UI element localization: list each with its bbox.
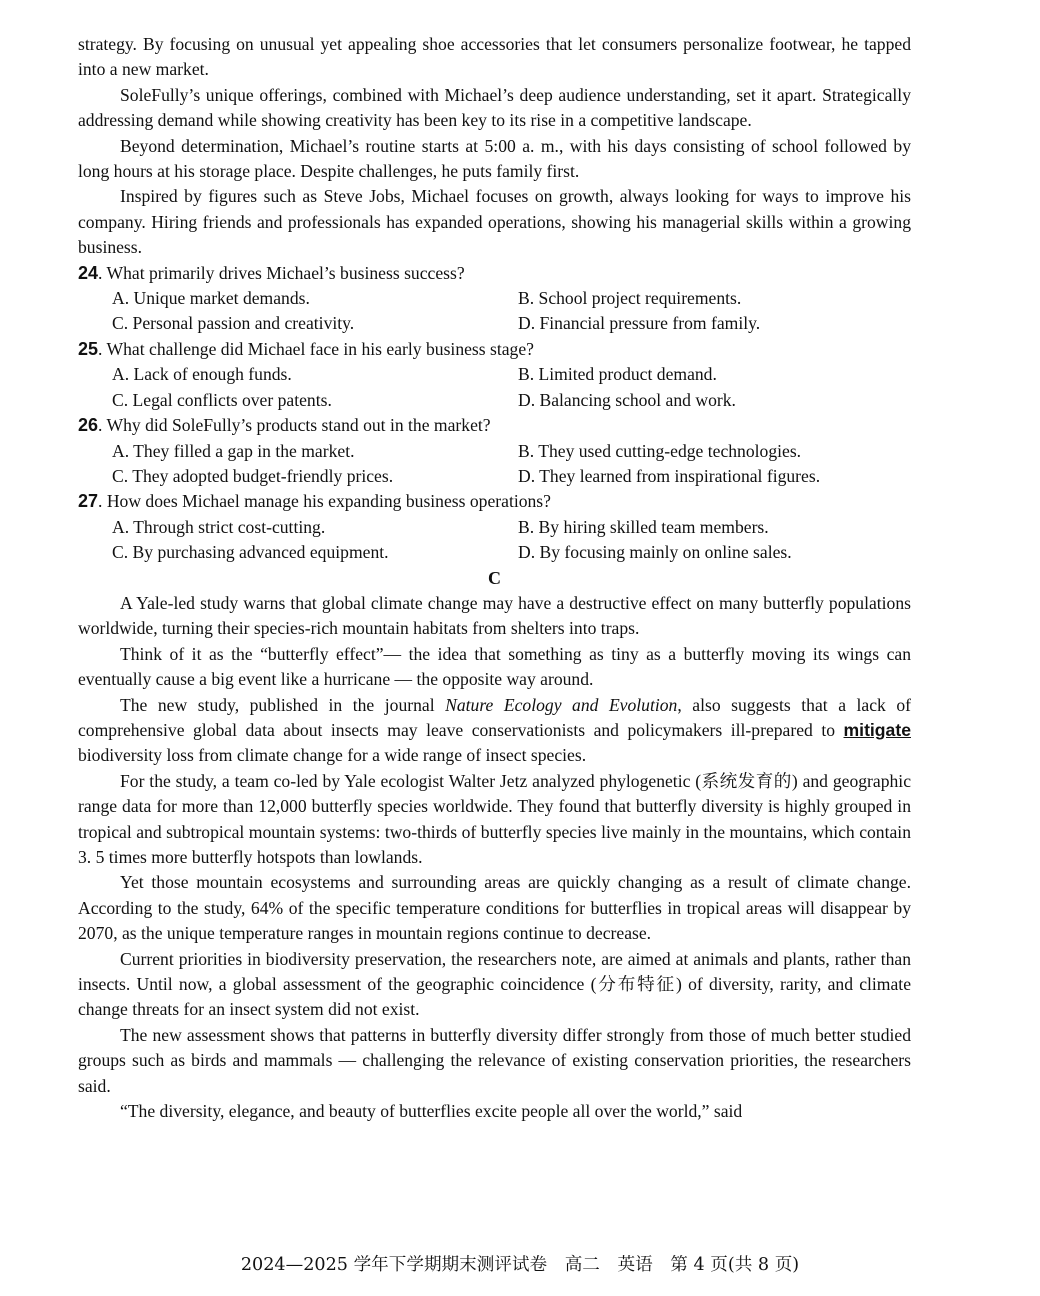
paragraph: “The diversity, elegance, and beauty of butterflies excite people all over the world,” said — [120, 1101, 743, 1122]
text-run: The new study, published in the journal — [120, 694, 446, 715]
paragraph: strategy. By focusing on unusual yet appealing shoe accessories that let consumers personalize footwear, he tapped into a new market. — [78, 34, 911, 80]
option-d: D. They learned from inspirational figures. — [518, 465, 821, 486]
question-stem: . Why did SoleFully’s products stand out in the market? — [98, 415, 491, 436]
paragraph: The new assessment shows that patterns in butterfly diversity differ strongly from those of much better studied groups such as birds and mammals — challenging the relevance of existing conservation priorities, the researchers said. — [78, 1024, 911, 1096]
paragraph: Current priorities in biodiversity preservation, the researchers note, are aimed at animals and plants, rather than insects. Until now, a global assessment of the geographic coincidence (分布特征) of diversity, rarity, and climate change threats for an insect system did not exist. — [78, 948, 911, 1020]
option-d: D. By focusing mainly on online sales. — [518, 542, 792, 563]
option-b: B. By hiring skilled team members. — [518, 516, 769, 537]
text-run: , also suggests that a lack of comprehensive global data about insects may leave conservationists and policymakers ill-prepared to — [78, 694, 911, 740]
options — [112, 515, 911, 566]
question-stem: . How does Michael manage his expanding business operations? — [98, 491, 551, 512]
option-c: C. They adopted budget-friendly prices. — [112, 465, 394, 486]
option-a: A. They filled a gap in the market. — [112, 440, 355, 461]
paragraph: Beyond determination, Michael’s routine starts at 5:00 a. m., with his days consisting of school followed by long hours at his storage place. Despite challenges, he puts family first. — [78, 135, 911, 182]
paragraph: Think of it as the “butterfly effect”— the idea that something as tiny as a butterfly moving its wings can eventually cause a big event like a hurricane — the opposite way around. — [78, 643, 911, 690]
option-c: C. Legal conflicts over patents. — [112, 389, 332, 410]
page-number: 第 4 页(共 8 页) — [670, 1255, 800, 1275]
option-a: A. Through strict cost-cutting. — [112, 516, 326, 537]
paragraph — [78, 693, 911, 769]
keyword: mitigate — [843, 719, 911, 740]
paragraph: Yet those mountain ecosystems and surrounding areas are quickly changing as a result of climate change. According to the study, 64% of the specific temperature conditions for butterflies in tropical areas will disappear by 2070, as the unique temperature ranges in mountain regions continue to decrease. — [78, 872, 911, 944]
option-d: D. Financial pressure from family. — [518, 313, 761, 334]
question-26 — [78, 413, 911, 489]
question-number: 27 — [78, 491, 99, 512]
option-a: A. Lack of enough funds. — [112, 364, 292, 385]
exam-title: 2024—2025 学年下学期期末测评试卷 — [240, 1255, 548, 1275]
page-footer — [0, 1251, 1040, 1276]
option-c: C. Personal passion and creativity. — [112, 313, 355, 334]
question-27 — [78, 489, 911, 565]
question-24 — [78, 261, 911, 337]
question-number: 25 — [78, 338, 99, 359]
paragraph: Inspired by figures such as Steve Jobs, Michael focuses on growth, always looking for ways to improve his company. Hiring friends and professionals has expanded operations, showing his managerial skills within a growing business. — [78, 186, 911, 258]
options — [112, 439, 911, 490]
question-stem: . What challenge did Michael face in his early business stage? — [98, 338, 534, 359]
option-b: B. School project requirements. — [518, 288, 742, 309]
option-b: B. Limited product demand. — [518, 364, 717, 385]
question-stem: . What primarily drives Michael’s business success? — [98, 262, 465, 283]
option-a: A. Unique market demands. — [112, 288, 310, 309]
option-d: D. Balancing school and work. — [518, 389, 736, 410]
options — [112, 362, 911, 413]
options — [112, 286, 911, 337]
exam-page — [78, 32, 911, 1124]
question-number: 26 — [78, 415, 99, 436]
section-heading: C — [488, 567, 501, 588]
paragraph: SoleFully’s unique offerings, combined with Michael’s deep audience understanding, set it apart. Strategically addressing demand while showing creativity has been key to its rise in a competitive landscape. — [78, 84, 911, 131]
text-run: biodiversity loss from climate change for a wide range of insect species. — [78, 745, 587, 766]
option-b: B. They used cutting-edge technologies. — [518, 440, 802, 461]
paragraph: A Yale-led study warns that global climate change may have a destructive effect on many butterfly populations worldwide, turning their species-rich mountain habitats from shelters into traps. — [78, 592, 911, 639]
question-number: 24 — [78, 262, 99, 283]
journal-title: Nature Ecology and Evolution — [445, 694, 678, 715]
question-25 — [78, 337, 911, 413]
subject: 英语 — [617, 1255, 653, 1275]
option-c: C. By purchasing advanced equipment. — [112, 542, 389, 563]
grade: 高二 — [564, 1255, 600, 1275]
paragraph: For the study, a team co-led by Yale ecologist Walter Jetz analyzed phylogenetic (系统发育的) and geographic range data for more than 12,000 butterfly species worldwide. They found that butterfly diversity is highly grouped in tropical and subtropical mountain systems: two-thirds of butterfly species live mainly in the mountains, which contain 3. 5 times more butterfly hotspots than lowlands. — [78, 770, 911, 867]
